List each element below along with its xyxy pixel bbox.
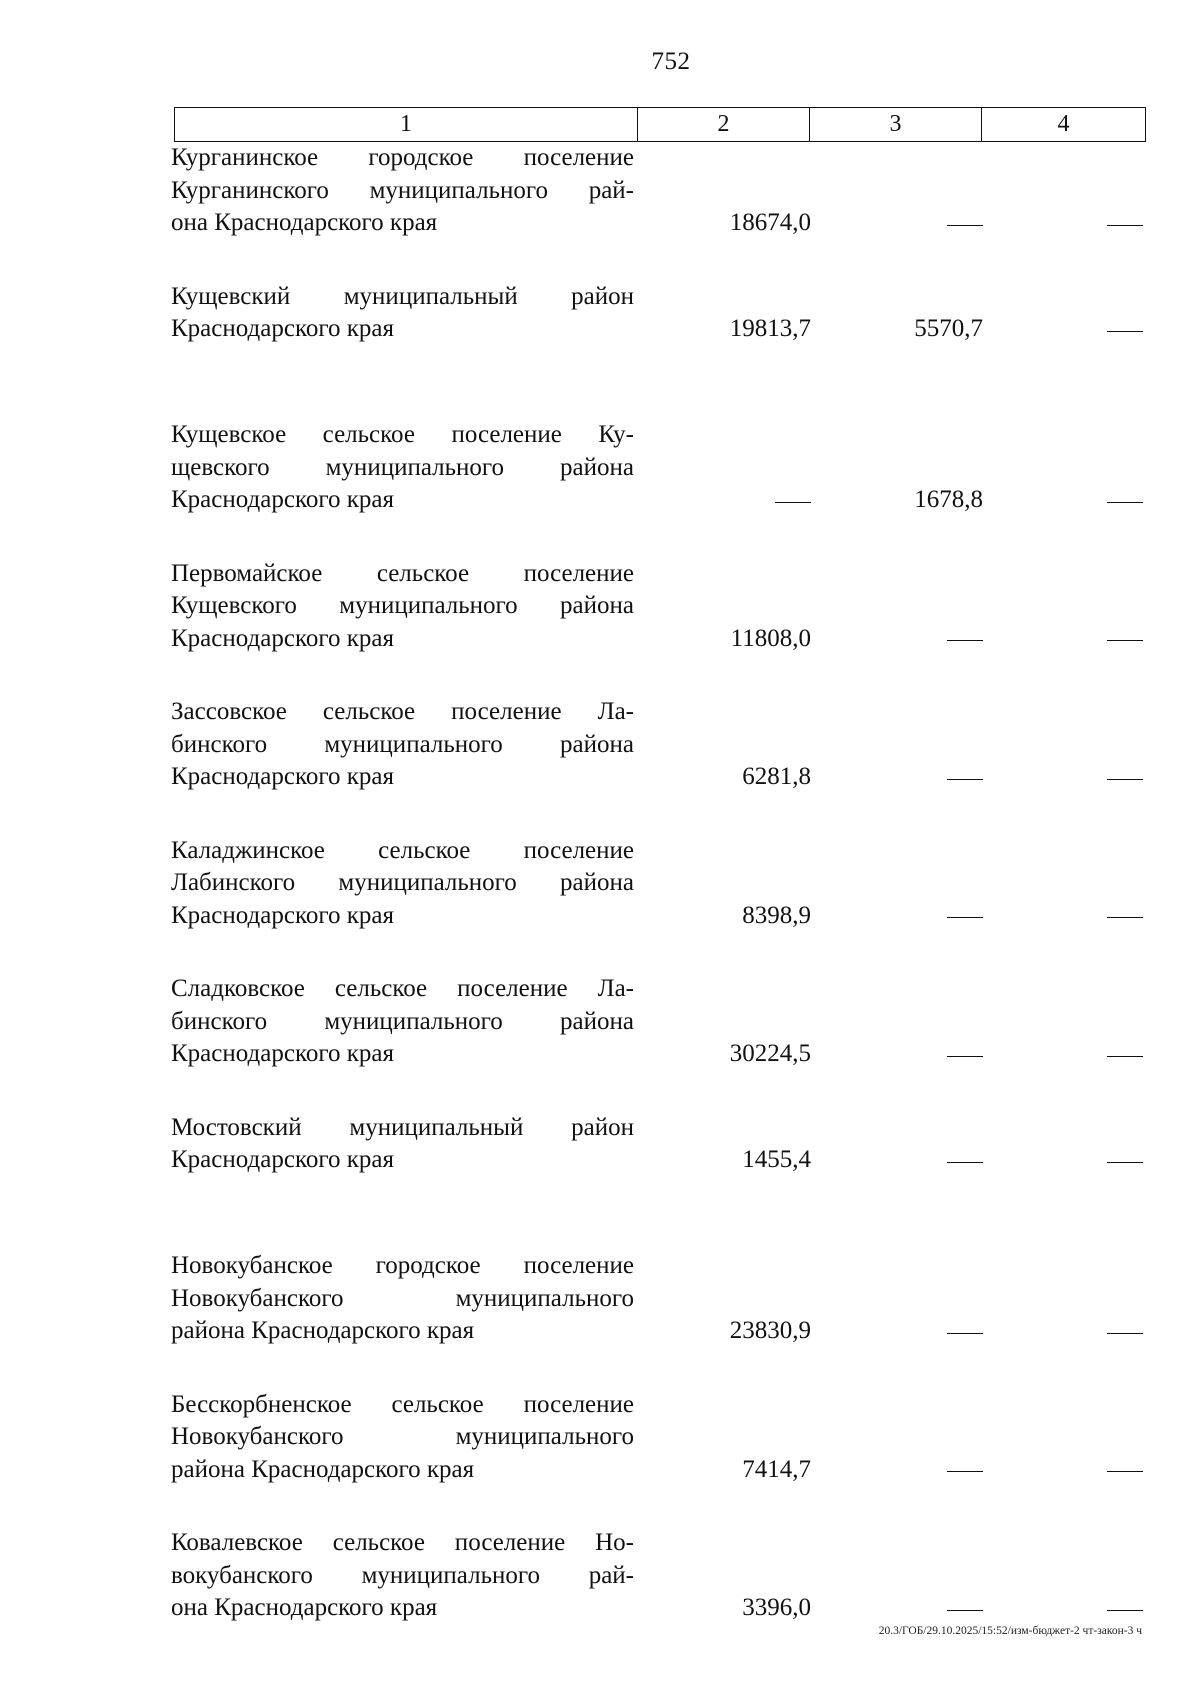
dash-mark [947,225,983,226]
row-col4-dash [993,761,1143,794]
row-name-line: Первомайское сельское поселение [171,559,634,587]
dash-mark [1107,1333,1143,1334]
row-name-line: Краснодарского края [171,901,394,929]
row-col2-value: 30224,5 [729,1040,811,1067]
dash-mark [947,917,983,918]
table-body [171,142,1149,1666]
table-row [171,973,1149,1112]
row-name [171,281,634,346]
row-name-line: бинского муниципального района [171,1007,634,1035]
row-col4-dash [993,900,1143,933]
dash-mark [1107,1056,1143,1057]
row-name-line: Краснодарского края [171,315,394,342]
row-name-line: Зассовское сельское поселение Ла- [171,698,634,725]
row-col3-value: 5570,7 [914,315,983,342]
dash-mark [1107,1471,1143,1472]
row-col2-value: 19813,7 [729,315,811,342]
row-col3-dash [821,1144,983,1177]
row-name-line: Кущевского муниципального района [171,592,634,619]
row-col3-dash [821,1038,983,1071]
row-name [171,558,634,656]
row-col3-value: 1678,8 [914,486,983,513]
row-col4-dash [993,1592,1143,1625]
row-col4-dash [993,1038,1143,1071]
document-footer-code: 20.3/ГОБ/29.10.2025/15:52/изм-бюджет-2 чт-закон-3 ч [878,1625,1142,1637]
table-row [171,1389,1149,1528]
row-name [171,142,634,240]
row-col2-value: 7414,7 [742,1455,811,1483]
row-col3-dash [821,623,983,656]
dash-mark [947,1056,983,1057]
row-col4-dash [993,207,1143,240]
row-col2-value: 11808,0 [730,624,811,652]
row-col4-dash [993,1454,1143,1487]
dash-mark [947,1610,983,1611]
dash-mark [1107,779,1143,780]
row-col3-dash [821,207,983,240]
row-name-line: Кущевский муниципальный район [171,282,634,310]
row-col3-dash [821,1454,983,1487]
row-name-line: Лабинского муниципального района [171,869,634,896]
row-name-line: района Краснодарского края [171,1317,475,1344]
header-col-3: 3 [810,108,982,141]
row-name-line: вокубанского муниципального рай- [171,1561,634,1589]
table-row [171,1527,1149,1666]
table-row [171,696,1149,835]
row-col3-dash [821,900,983,933]
row-name [171,696,634,794]
row-col4-dash [993,623,1143,656]
row-name-line: Краснодарского края [171,624,394,652]
row-col2-dash [651,484,811,517]
table-row [171,419,1149,558]
header-col-1: 1 [175,108,638,141]
dash-mark [1107,1162,1143,1163]
header-col-4: 4 [1057,111,1070,137]
row-col4-dash [993,1144,1143,1177]
dash-mark [947,1162,983,1163]
row-col3-dash [821,1592,983,1625]
row-col2-value: 3396,0 [742,1594,811,1621]
row-name-line: Ковалевское сельское поселение Но- [171,1529,634,1556]
row-col2-value: 18674,0 [729,209,811,236]
table-row [171,1250,1149,1389]
table-row [171,142,1149,281]
row-name [171,419,634,517]
dash-mark [947,779,983,780]
dash-mark [1107,331,1143,332]
row-col3-dash [821,761,983,794]
row-name-line: Новокубанского муниципального [171,1284,634,1312]
dash-mark [1107,502,1143,503]
row-name-line: щевского муниципального района [171,453,634,481]
page-number: 752 [651,48,691,75]
dash-mark [1107,225,1143,226]
row-name-line: она Краснодарского края [171,1594,438,1621]
dash-mark [1107,1610,1143,1611]
row-name [171,973,634,1071]
row-name-line: Курганинское городское поселение [171,144,634,171]
row-name [171,1112,634,1177]
row-col2-value: 8398,9 [742,901,811,929]
table-row [171,558,1149,697]
row-name-line: Краснодарского края [171,763,394,790]
row-name-line: Краснодарского края [171,1040,394,1067]
row-name-line: Новокубанское городское поселение [171,1252,634,1279]
row-name [171,1389,634,1487]
row-name-line: она Краснодарского края [171,209,438,236]
dash-mark [1107,640,1143,641]
row-col4-dash [993,1315,1143,1348]
row-name [171,835,634,933]
row-name-line: района Краснодарского края [171,1455,475,1483]
row-name-line: Мостовский муниципальный район [171,1113,634,1141]
table-row [171,1112,1149,1251]
dash-mark [1107,917,1143,918]
row-name-line: Кущевское сельское поселение Ку- [171,421,634,448]
row-name-line: бинского муниципального района [171,730,634,758]
row-name-line: Новокубанского муниципального [171,1423,634,1450]
row-name-line: Курганинского муниципального рай- [171,176,634,204]
row-col2-value: 1455,4 [742,1146,811,1173]
row-col4-dash [993,313,1143,346]
dash-mark [947,640,983,641]
row-name-line: Каладжинское сельское поселение [171,836,634,864]
dash-mark [775,502,811,503]
row-col2-value: 6281,8 [742,763,811,790]
table-header [174,107,1146,142]
header-col-2: 2 [638,108,810,141]
row-name-line: Бесскорбненское сельское поселение [171,1390,634,1418]
row-name [171,1527,634,1625]
row-col3-dash [821,1315,983,1348]
row-name-line: Сладковское сельское поселение Ла- [171,975,634,1002]
row-name-line: Краснодарского края [171,1146,394,1173]
row-col4-dash [993,484,1143,517]
table-row [171,281,1149,420]
row-name [171,1250,634,1348]
dash-mark [947,1471,983,1472]
row-col2-value: 23830,9 [729,1317,811,1344]
row-name-line: Краснодарского края [171,486,394,513]
dash-mark [947,1333,983,1334]
table-row [171,835,1149,974]
